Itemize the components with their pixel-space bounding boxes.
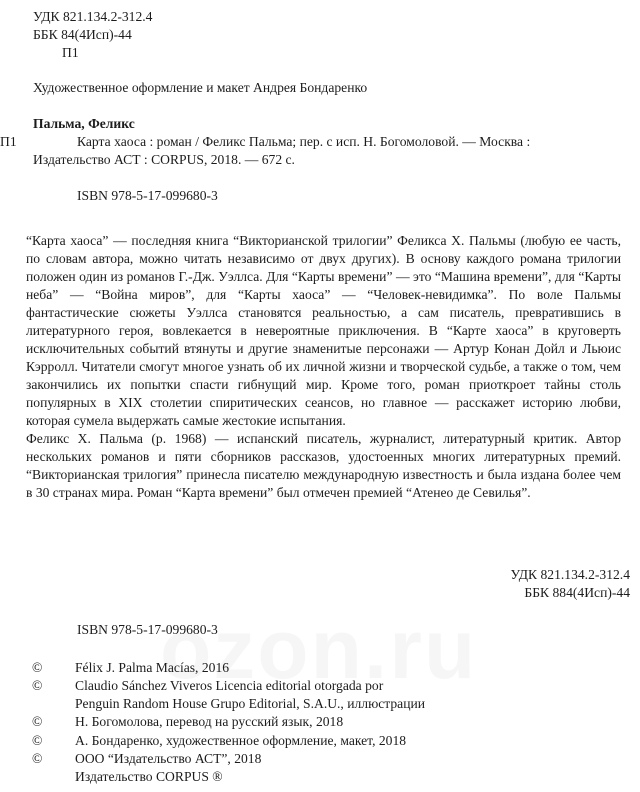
catalog-isbn: ISBN 978-5-17-099680-3 [77, 188, 218, 203]
catalog-line-2: Издательство АСТ : CORPUS, 2018. — 672 с. [33, 152, 295, 167]
bbk-bottom: ББК 884(4Исп)-44 [524, 585, 630, 600]
bbk-top: ББК 84(4Исп)-44 [33, 27, 132, 42]
catalog-margin-mark: П1 [0, 134, 17, 149]
copyright-symbol: © [32, 678, 43, 693]
copyright-symbol: © [32, 714, 43, 729]
copyright-line: Издательство CORPUS ® [75, 769, 223, 784]
copyright-symbol: © [32, 751, 43, 766]
watermark [160, 640, 477, 658]
catalog-author-heading: Пальма, Феликс [33, 116, 135, 131]
annotation [26, 232, 621, 502]
isbn-bottom: ISBN 978-5-17-099680-3 [77, 622, 218, 637]
copyright-line: Penguin Random House Grupo Editorial, S.A.U., иллюстрации [75, 696, 426, 711]
annotation-paragraph: Феликс Х. Пальма (р. 1968) — испанский писатель, журналист, литературный критик. Автор нескольких романов и пяти сборников рассказов, удостоенных многих литературных премий. “Викторианская трилогия” принесла писателю международную известность и была издана более чем в 30 странах мира. Роман “Карта времени” был отмечен премией “Атенео де Севилья”. [26, 431, 621, 500]
design-credit: Художественное оформление и макет Андрея Бондаренко [33, 80, 368, 95]
udk-top: УДК 821.134.2-312.4 [33, 9, 153, 24]
udk-bottom: УДК 821.134.2-312.4 [510, 567, 630, 582]
author-mark-top: П1 [62, 45, 79, 60]
copyright-line: Claudio Sánchez Viveros Licencia editorial otorgada por [75, 678, 384, 693]
copyright-symbol: © [32, 660, 43, 675]
annotation-paragraph: “Карта хаоса” — последняя книга “Викторианской трилогии” Феликса Х. Пальмы (любую ее часть, по словам автора, можно читать независимо от двух других). В основу каждого романа трилогии положен один из романов Г.-Дж. Уэллса. Для “Карты времени” — это “Машина времени”, для “Карты неба” — “Война миров”, для “Карты хаоса” — “Человек-невидимка”. По воле Пальмы фантастические сюжеты Уэллса становятся реальностью, а сам писатель, превратившись в литературного героя, вовлекается в невероятные приключения. В “Карте хаоса” в круговерть исключительных событий втянуты и другие знаменитые персонажи — Артур Конан Дойл и Льюис Кэрролл. Читатели смогут многое узнать об их личной жизни и творческой судьбе, а также о том, чем закончились их попытки спасти гибнущий мир. Кроме того, роман приоткроет тайны столь популярных в XIX столетии спиритических сеансов, но главное — расскажет историю любви, которая сумела выдержать самые жестокие испытания. [26, 233, 621, 428]
copyright-line: Н. Богомолова, перевод на русский язык, 2018 [75, 714, 344, 729]
copyright-symbol: © [32, 733, 43, 748]
copyright-line: А. Бондаренко, художественное оформление, макет, 2018 [75, 733, 407, 748]
copyright-line: ООО “Издательство АСТ”, 2018 [75, 751, 262, 766]
catalog-line-1: Карта хаоса : роман / Феликс Пальма; пер. с исп. Н. Богомоловой. — Москва : [77, 134, 531, 149]
copyright-line: Félix J. Palma Macías, 2016 [75, 660, 230, 675]
